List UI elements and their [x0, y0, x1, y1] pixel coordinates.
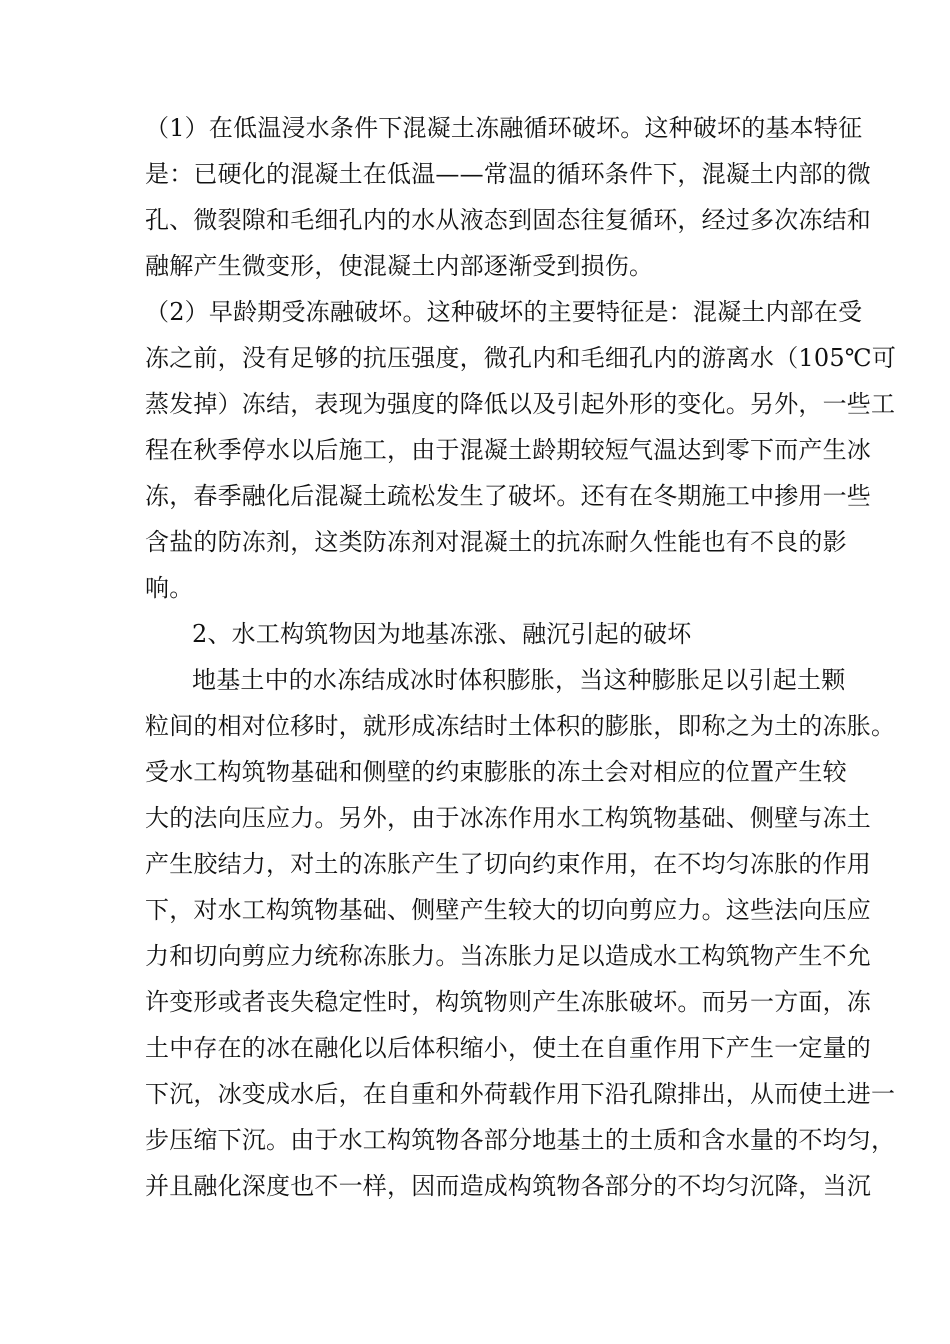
- text-line: 冻之前，没有足够的抗压强度，微孔内和毛细孔内的游离水（105℃可: [145, 344, 897, 372]
- text-line: 孔、微裂隙和毛细孔内的水从液态到固态往复循环，经过多次冻结和: [145, 206, 871, 234]
- text-line: （2）早龄期受冻融破坏。这种破坏的主要特征是：混凝土内部在受: [145, 298, 863, 326]
- text-line: 程在秋季停水以后施工，由于混凝土龄期较短气温达到零下而产生冰: [145, 436, 871, 464]
- text-line: 许变形或者丧失稳定性时，构筑物则产生冻胀破坏。而另一方面，冻: [145, 988, 871, 1016]
- text-line: 并且融化深度也不一样，因而造成构筑物各部分的不均匀沉降，当沉: [145, 1172, 871, 1200]
- text-line: 响。: [145, 574, 194, 602]
- text-line: （1）在低温浸水条件下混凝土冻融循环破坏。这种破坏的基本特征: [145, 114, 863, 142]
- text-line: 下，对水工构筑物基础、侧壁产生较大的切向剪应力。这些法向压应: [145, 896, 871, 924]
- text-line: 含盐的防冻剂，这类防冻剂对混凝土的抗冻耐久性能也有不良的影: [145, 528, 847, 556]
- text-line: 冻，春季融化后混凝土疏松发生了破坏。还有在冬期施工中掺用一些: [145, 482, 871, 510]
- text-line: 蒸发掉）冻结，表现为强度的降低以及引起外形的变化。另外，一些工: [145, 390, 896, 418]
- text-line: 力和切向剪应力统称冻胀力。当冻胀力足以造成水工构筑物产生不允: [145, 942, 871, 970]
- text-line: 地基土中的水冻结成冰时体积膨胀，当这种膨胀足以引起土颗: [192, 666, 846, 694]
- text-line: 是：已硬化的混凝土在低温——常温的循环条件下，混凝土内部的微: [145, 160, 871, 188]
- text-line: 融解产生微变形，使混凝土内部逐渐受到损伤。: [145, 252, 654, 280]
- text-line: 粒间的相对位移时，就形成冻结时土体积的膨胀，即称之为土的冻胀。: [145, 712, 896, 740]
- text-line: 受水工构筑物基础和侧壁的约束膨胀的冻土会对相应的位置产生较: [145, 758, 847, 786]
- section-heading: 2、水工构筑物因为地基冻涨、融沉引起的破坏: [192, 620, 692, 648]
- text-line: 产生胶结力，对土的冻胀产生了切向约束作用，在不均匀冻胀的作用: [145, 850, 871, 878]
- text-line: 大的法向压应力。另外，由于冰冻作用水工构筑物基础、侧壁与冻土: [145, 804, 871, 832]
- text-line: 土中存在的冰在融化以后体积缩小，使土在自重作用下产生一定量的: [145, 1034, 871, 1062]
- text-line: 下沉，冰变成水后，在自重和外荷载作用下沿孔隙排出，从而使土进一: [145, 1080, 896, 1108]
- text-line: 步压缩下沉。由于水工构筑物各部分地基土的土质和含水量的不均匀，: [145, 1126, 896, 1154]
